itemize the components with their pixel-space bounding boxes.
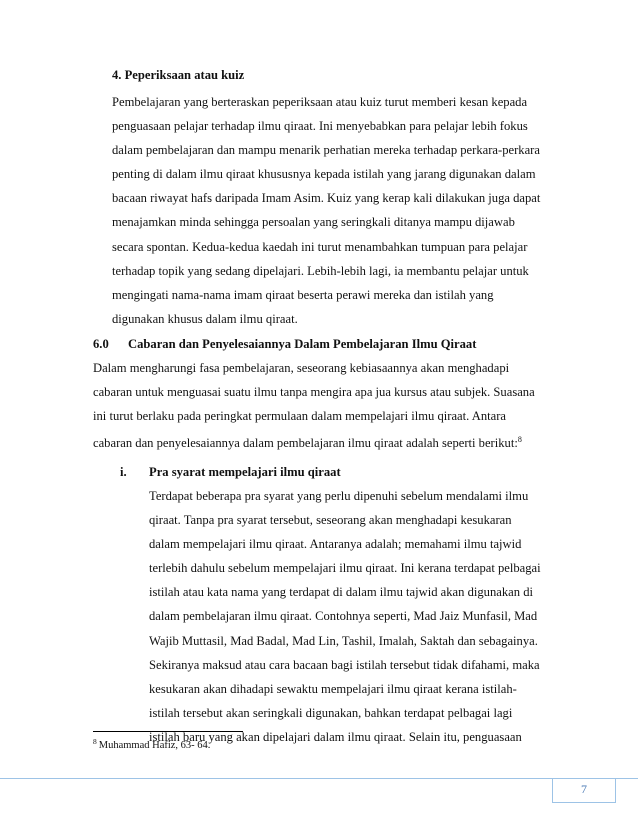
- section-6-title: Cabaran dan Penyelesaiannya Dalam Pembelajaran Ilmu Qiraat: [128, 337, 477, 351]
- section-4-line: penting di dalam ilmu qiraat khususnya kepada istilah yang jarang digunakan dalam: [112, 167, 536, 182]
- page-number: 7: [581, 782, 587, 796]
- footnote: [93, 737, 210, 751]
- section-6-body: [93, 356, 547, 455]
- item-i-line: Terdapat beberapa pra syarat yang perlu dipenuhi sebelum mendalami ilmu: [149, 489, 529, 503]
- item-i-number: i.: [120, 465, 127, 479]
- section-4-line: menajamkan minda sehingga persoalan yang seringkali ditanya mampu dijawab: [112, 215, 515, 230]
- item-i-line: dalam pembelajaran ilmu qiraat. Contohnya seperti, Mad Jaiz Munfasil, Mad: [149, 609, 538, 624]
- item-i-line: istilah baru yang akan dipelajari dalam ilmu qiraat. Selain itu, penguasaan: [149, 729, 522, 744]
- item-i-line: terlebih dahulu sebelum mempelajari ilmu qiraat. Ini kerana terdapat pelbagai: [149, 561, 541, 576]
- item-i-line: istilah atau kata nama yang terdapat di dalam ilmu tajwid akan digunakan di: [149, 585, 533, 600]
- section-4-body: [112, 90, 547, 331]
- footnote-reference[interactable]: 8: [517, 435, 522, 445]
- section-6-last-line-text: cabaran dan penyelesaiannya dalam pembelajaran ilmu qiraat adalah seperti berikut:: [93, 436, 518, 451]
- section-6-line: cabaran untuk menguasai suatu ilmu tanpa mengira apa jua kursus atau subjek. Suasana: [93, 385, 535, 400]
- section-4-line: secara spontan. Kedua-kedua kaedah ini turut menambahkan tumpuan para pelajar: [112, 239, 528, 254]
- section-6-line: ini turut berlaku pada peringkat permulaan dalam mempelajari ilmu qiraat. Antara: [93, 409, 506, 424]
- page-number-box: [552, 778, 616, 803]
- section-4-line: bacaan riwayat hafs daripada Imam Asim. Kuiz yang kerap kali dilakukan juga dapat: [112, 191, 541, 206]
- section-4-line: mengingati nama-nama imam qiraat beserta perawi mereka dan istilah yang: [112, 287, 494, 302]
- section-6-last-line: [93, 428, 547, 455]
- footnote-text: Muhammad Hafiz, 63- 64.: [98, 740, 211, 751]
- item-i-line: Wajib Muttasil, Mad Badal, Mad Lin, Tashil, Imalah, Saktah dan sebagainya.: [149, 633, 538, 648]
- section-4-heading: 4. Peperiksaan atau kuiz: [112, 68, 245, 82]
- item-i-line: kesukaran akan dihadapi sewaktu mempelajari ilmu qiraat kerana istilah-: [149, 681, 517, 696]
- item-i-line: Sekiranya maksud atau cara bacaan bagi istilah tersebut tidak difahami, maka: [149, 657, 540, 672]
- item-i-line: qiraat. Tanpa pra syarat tersebut, seseorang akan menghadapi kesukaran: [149, 513, 512, 528]
- section-6-number: 6.0: [93, 337, 109, 351]
- section-4-line: terhadap topik yang sedang dipelajari. Lebih-lebih lagi, ia membantu pelajar untuk: [112, 263, 529, 278]
- item-i-line: dalam mempelajari ilmu qiraat. Antaranya adalah; memahami ilmu tajwid: [149, 537, 522, 552]
- footer-rule: [0, 778, 638, 779]
- item-i-body: [149, 484, 547, 749]
- section-4-line: Pembelajaran yang berteraskan peperiksaan atau kuiz turut memberi kesan kepada: [112, 95, 528, 109]
- item-i-title: Pra syarat mempelajari ilmu qiraat: [149, 465, 341, 479]
- section-6-line: Dalam mengharungi fasa pembelajaran, seseorang kebiasaannya akan menghadapi: [93, 361, 510, 375]
- item-i-line: istilah tersebut akan seringkali digunakan, bahkan terdapat pelbagai lagi: [149, 705, 513, 720]
- section-4-line: digunakan khusus dalam ilmu qiraat.: [112, 311, 298, 326]
- section-4-line: dalam pembelajaran dan mampu menarik perhatian mereka terhadap perkara-perkara: [112, 143, 540, 158]
- footnote-separator: [93, 731, 243, 732]
- footnote-number: 8: [93, 737, 97, 746]
- section-4-line: penguasaan pelajar terhadap ilmu qiraat. Ini menyebabkan para pelajar lebih fokus: [112, 119, 528, 134]
